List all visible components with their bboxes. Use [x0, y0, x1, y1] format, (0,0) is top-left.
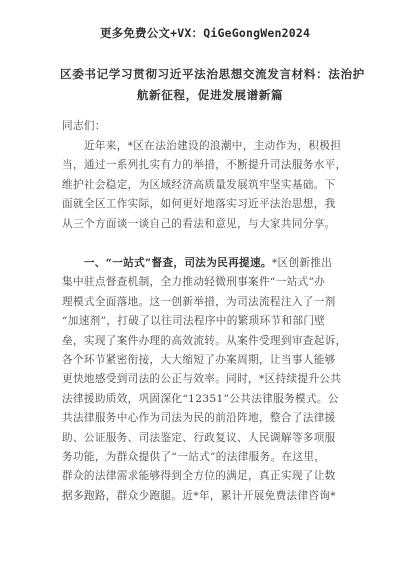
paragraph-section-one [62, 254, 355, 506]
paragraph-line: 共法律服务中心作为司法为民的前沿阵地，整合了法律援 [62, 412, 336, 425]
title-line-2: 航新征程，促进发展谱新篇 [136, 88, 284, 102]
salutation [62, 117, 355, 136]
paragraph-line: 集中驻点督查机制，全力推动轻微刑事案件“一站式”办 [62, 276, 326, 289]
paragraph-line: 垒，实现了案件办理的高效流转。从案件受理到审查起诉， [62, 334, 347, 347]
paragraph-line: 务功能，为群众提供了“一站式”的法律服务。在这里， [62, 450, 326, 463]
paragraph-line: 法律援助质效，巩固深化“12351”公共法律服务模式。公 [62, 392, 339, 405]
paragraph-line: 据多跑路，群众少跑腿。近*年，累计开展免费法律咨询* [62, 489, 336, 502]
paragraph-line: 维护社会稳定，为区域经济高质量发展筑牢坚实基础。下 [62, 178, 336, 191]
promo-header: 更多免费公文+VX：QiGeGongWen2024 [99, 26, 311, 40]
paragraph-line: 群众的法律需求能够得到全方位的满足，真正实现了让数 [62, 470, 336, 483]
paragraph-line: 面就全区工作实际，如何更好地落实习近平法治思想，我 [62, 198, 336, 211]
salutation-text: 同志们： [62, 120, 106, 132]
paragraph-intro [62, 137, 355, 234]
paragraph-line: “加速剂”，打破了以往司法程序中的繁琐环节和部门壁 [62, 315, 326, 328]
paragraph-line: 更快地感受到司法的公正与效率。同时，*区持续提升公共 [62, 373, 342, 386]
paragraph-line: 近年来，*区在法治建设的浪潮中，主动作为，积极担 [62, 140, 342, 152]
section-heading-rest: *区创新推出 [271, 257, 333, 269]
paragraph-line: 当，通过一系列扎实有力的举措，不断提升司法服务水平， [62, 159, 347, 172]
paragraph-line: 理模式全面落地。这一创新举措，为司法流程注入了一剂 [62, 295, 336, 308]
section-heading: 一、“一站式”督查，司法为民再提速。 [62, 257, 272, 269]
paragraph-line: 助、公证服务、司法鉴定、行政复议、人民调解等多项服 [62, 431, 336, 444]
document-title [60, 64, 365, 106]
title-line-1: 区委书记学习贯彻习近平法治思想交流发言材料：法治护 [60, 67, 365, 81]
paragraph-line: 各个环节紧密衔接，大大缩短了办案周期，让当事人能够 [62, 353, 336, 366]
paragraph-line: 从三个方面谈一谈自己的看法和意见，与大家共同分享。 [62, 217, 336, 230]
section-heading-line [62, 254, 355, 273]
